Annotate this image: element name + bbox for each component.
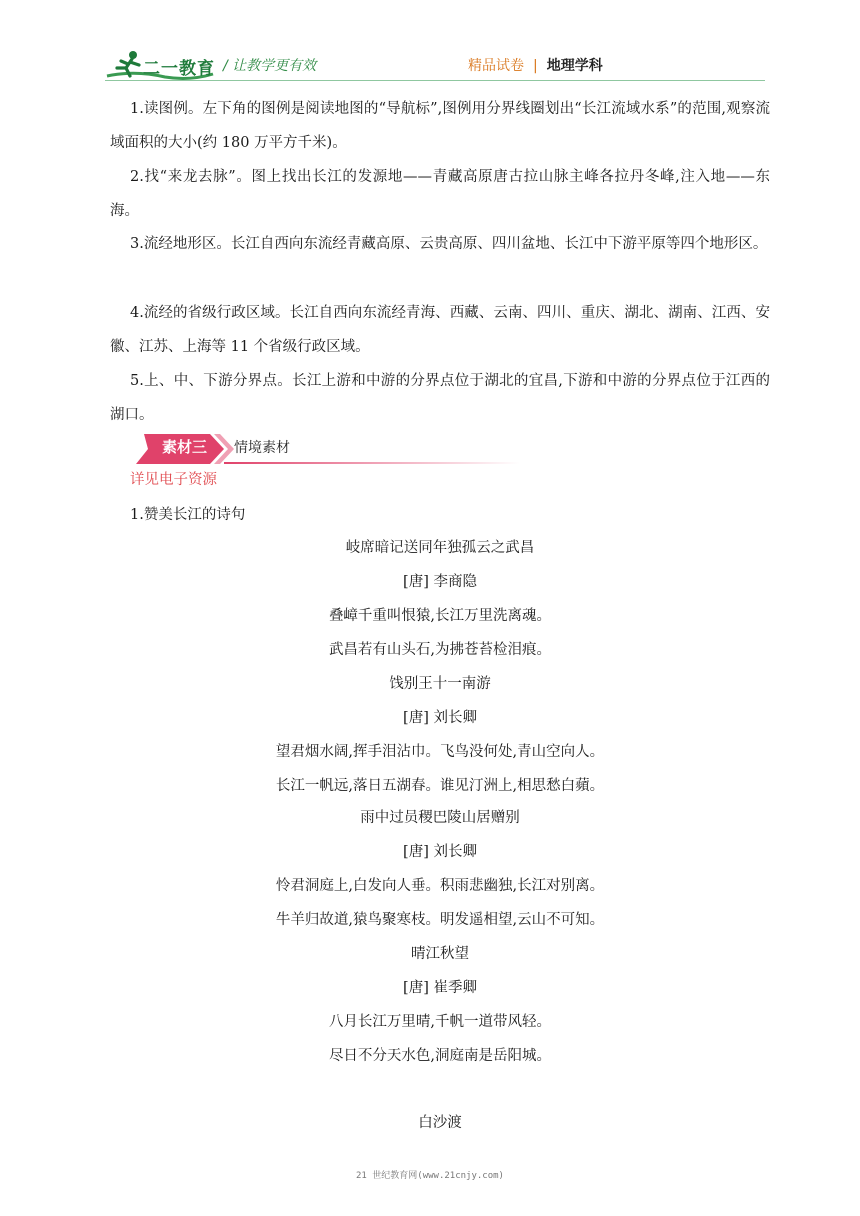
paragraph-1: 1.读图例。左下角的图例是阅读地图的“导航标”,图例用分界线圈划出“长江流域水系”的范围,观察流域面积的大小(约 180 万平方千米)。 (110, 101, 770, 151)
electronic-resource-link[interactable]: 详见电子资源 (130, 472, 217, 488)
paragraph-3: 3.流经地形区。长江自西向东流经青藏高原、云贵高原、四川盆地、长江中下游平原等四个地形区。 (130, 236, 768, 252)
poem-line: 长江一帆远,落日五湖春。谁见汀洲上,相思愁白蘋。 (275, 778, 605, 794)
poem-line: 尽日不分天水色,洞庭南是岳阳城。 (328, 1048, 552, 1064)
poem-line: 牛羊归故道,猿鸟聚寒枝。明发遥相望,云山不可知。 (275, 912, 605, 928)
header-right (468, 55, 603, 75)
poem-author: [唐] 崔季卿 (403, 980, 477, 996)
poem-line: 八月长江万里晴,千帆一道带风轻。 (328, 1014, 552, 1030)
section-title: 情境素材 (234, 440, 290, 456)
poem-title: 岐席暗记送同年独孤云之武昌 (345, 540, 535, 556)
poem-title: 白沙渡 (418, 1115, 462, 1131)
premium-label: 精品试卷 (468, 58, 524, 74)
logo-text: 二一教育 (143, 59, 215, 79)
paragraph-2: 2.找“来龙去脉”。图上找出长江的发源地——青藏高原唐古拉山脉主峰各拉丹冬峰,注入地——东海。 (110, 169, 770, 219)
poem-line: 武昌若有山头石,为拂苍苔检泪痕。 (328, 642, 552, 658)
poem-title: 饯别王十一南游 (389, 676, 491, 692)
paragraph-5: 5.上、中、下游分界点。长江上游和中游的分界点位于湖北的宜昌,下游和中游的分界点位于江西的湖口。 (110, 373, 770, 423)
poem-title: 晴江秋望 (411, 946, 469, 962)
section-label: 素材三 (162, 438, 208, 456)
poem-title: 雨中过员稷巴陵山居赠别 (360, 810, 520, 826)
subheading: 1.赞美长江的诗句 (130, 507, 246, 523)
poem-line: 怜君洞庭上,白发向人垂。积雨悲幽独,长江对别离。 (275, 878, 605, 894)
poem-author: [唐] 李商隐 (403, 574, 477, 590)
header-divider (105, 80, 765, 81)
page-header (0, 0, 860, 90)
subject-label: 地理学科 (546, 58, 603, 74)
poem-line: 叠嶂千重叫恨猿,长江万里洗离魂。 (328, 608, 552, 624)
poem-author: [唐] 刘长卿 (403, 710, 477, 726)
header-separator: | (533, 58, 538, 74)
poem-line: 望君烟水阔,挥手泪沾巾。飞鸟没何处,青山空向人。 (275, 744, 605, 760)
poem-author: [唐] 刘长卿 (403, 844, 477, 860)
page-footer: 21 世纪教育网(www.21cnjy.com) (356, 1171, 504, 1181)
paragraph-4: 4.流经的省级行政区域。长江自西向东流经青海、西藏、云南、四川、重庆、湖北、湖南、江西、安徽、江苏、上海等 11 个省级行政区域。 (110, 305, 770, 355)
slogan: / 让教学更有效 (223, 58, 317, 74)
